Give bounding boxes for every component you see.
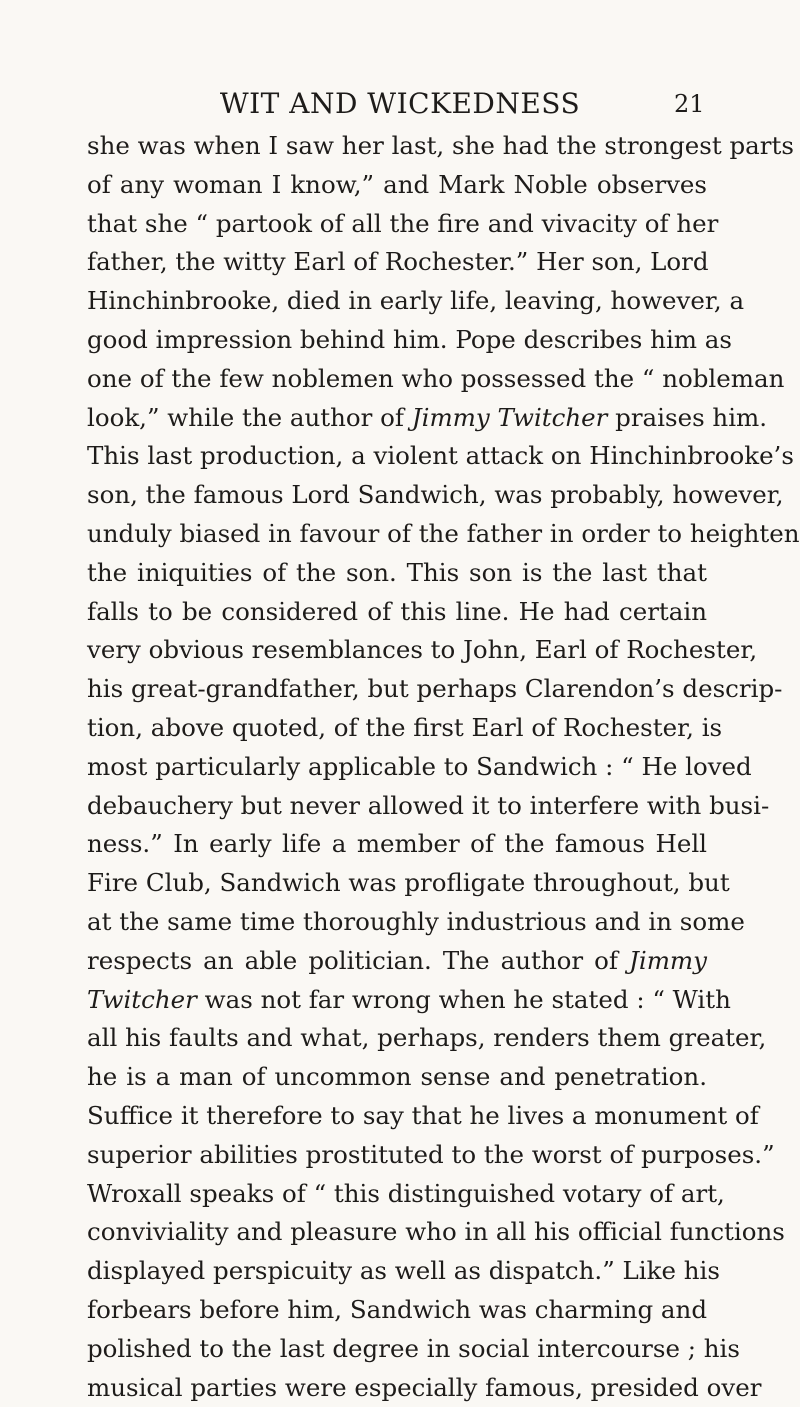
text-line <box>87 1291 707 1330</box>
text-line <box>87 1369 707 1407</box>
page-number: 21 <box>674 84 705 124</box>
text-line <box>87 243 707 282</box>
text-segment: at the same time thoroughly industrious and in some <box>87 907 745 936</box>
text-segment: praises him. <box>607 403 767 432</box>
text-segment: forbears before him, Sandwich was charming and <box>87 1295 707 1324</box>
text-segment: falls to be considered of this line. He had certain <box>87 597 707 626</box>
text-segment: his great-grandfather, but perhaps Clarendon’s descrip- <box>87 674 782 703</box>
text-line <box>87 1175 707 1214</box>
text-line <box>87 825 707 864</box>
text-segment: Wroxall speaks of “ this distinguished votary of art, <box>87 1179 725 1208</box>
text-line <box>87 709 707 748</box>
text-segment: Fire Club, Sandwich was profligate throughout, but <box>87 868 730 897</box>
text-segment: son, the famous Lord Sandwich, was probably, however, <box>87 480 784 509</box>
text-segment: look,” while the author of <box>87 403 412 432</box>
running-head-title: WIT AND WICKEDNESS <box>0 84 800 124</box>
text-line <box>87 1213 707 1252</box>
text-segment: of any woman I know,” and Mark Noble observes <box>87 170 707 199</box>
text-line <box>87 631 707 670</box>
text-line <box>87 554 707 593</box>
text-segment: musical parties were especially famous, presided over <box>87 1373 761 1402</box>
text-line <box>87 942 707 981</box>
running-head <box>0 84 800 124</box>
text-segment: was not far wrong when he stated : “ With <box>197 985 731 1014</box>
text-segment: displayed perspicuity as well as dispatch.” Like his <box>87 1256 720 1285</box>
italic-title: Twitcher <box>87 985 197 1014</box>
text-segment: tion, above quoted, of the first Earl of Rochester, is <box>87 713 722 742</box>
text-line <box>87 127 707 166</box>
italic-title: Jimmy <box>629 946 707 975</box>
text-segment: ness.” In early life a member of the famous Hell <box>87 829 707 858</box>
text-line <box>87 399 707 438</box>
text-segment: Hinchinbrooke, died in early life, leaving, however, a <box>87 286 744 315</box>
italic-title: Jimmy Twitcher <box>412 403 608 432</box>
text-segment: most particularly applicable to Sandwich : “ He loved <box>87 752 752 781</box>
text-segment: that she “ partook of all the fire and vivacity of her <box>87 209 718 238</box>
text-line <box>87 205 707 244</box>
text-line <box>87 981 707 1020</box>
text-segment: one of the few noblemen who possessed the “ nobleman <box>87 364 784 393</box>
text-line <box>87 515 707 554</box>
text-line <box>87 748 707 787</box>
text-segment: respects an able politician. The author of <box>87 946 629 975</box>
text-line <box>87 166 707 205</box>
text-line <box>87 1252 707 1291</box>
text-segment: This last production, a violent attack on Hinchinbrooke’s <box>87 441 794 470</box>
text-segment: father, the witty Earl of Rochester.” Her son, Lord <box>87 247 709 276</box>
text-line <box>87 787 707 826</box>
text-line <box>87 1097 707 1136</box>
text-segment: conviviality and pleasure who in all his official functions <box>87 1217 785 1246</box>
text-line <box>87 1058 707 1097</box>
text-line <box>87 593 707 632</box>
text-line <box>87 1019 707 1058</box>
text-segment: unduly biased in favour of the father in order to heighten <box>87 519 800 548</box>
text-line <box>87 1330 707 1369</box>
text-line <box>87 670 707 709</box>
text-line <box>87 864 707 903</box>
body-text <box>87 127 707 1407</box>
text-line <box>87 903 707 942</box>
text-segment: she was when I saw her last, she had the strongest parts <box>87 131 794 160</box>
text-segment: Suffice it therefore to say that he lives a monument of <box>87 1101 759 1130</box>
text-line <box>87 360 707 399</box>
text-segment: good impression behind him. Pope describes him as <box>87 325 732 354</box>
text-segment: all his faults and what, perhaps, renders them greater, <box>87 1023 766 1052</box>
text-line <box>87 282 707 321</box>
text-segment: very obvious resemblances to John, Earl of Rochester, <box>87 635 757 664</box>
text-segment: superior abilities prostituted to the worst of purposes.” <box>87 1140 775 1169</box>
text-line <box>87 1136 707 1175</box>
text-segment: debauchery but never allowed it to interfere with busi- <box>87 791 769 820</box>
text-segment: he is a man of uncommon sense and penetration. <box>87 1062 707 1091</box>
text-line <box>87 321 707 360</box>
text-line <box>87 437 707 476</box>
text-segment: the iniquities of the son. This son is the last that <box>87 558 707 587</box>
text-line <box>87 476 707 515</box>
text-segment: polished to the last degree in social intercourse ; his <box>87 1334 740 1363</box>
